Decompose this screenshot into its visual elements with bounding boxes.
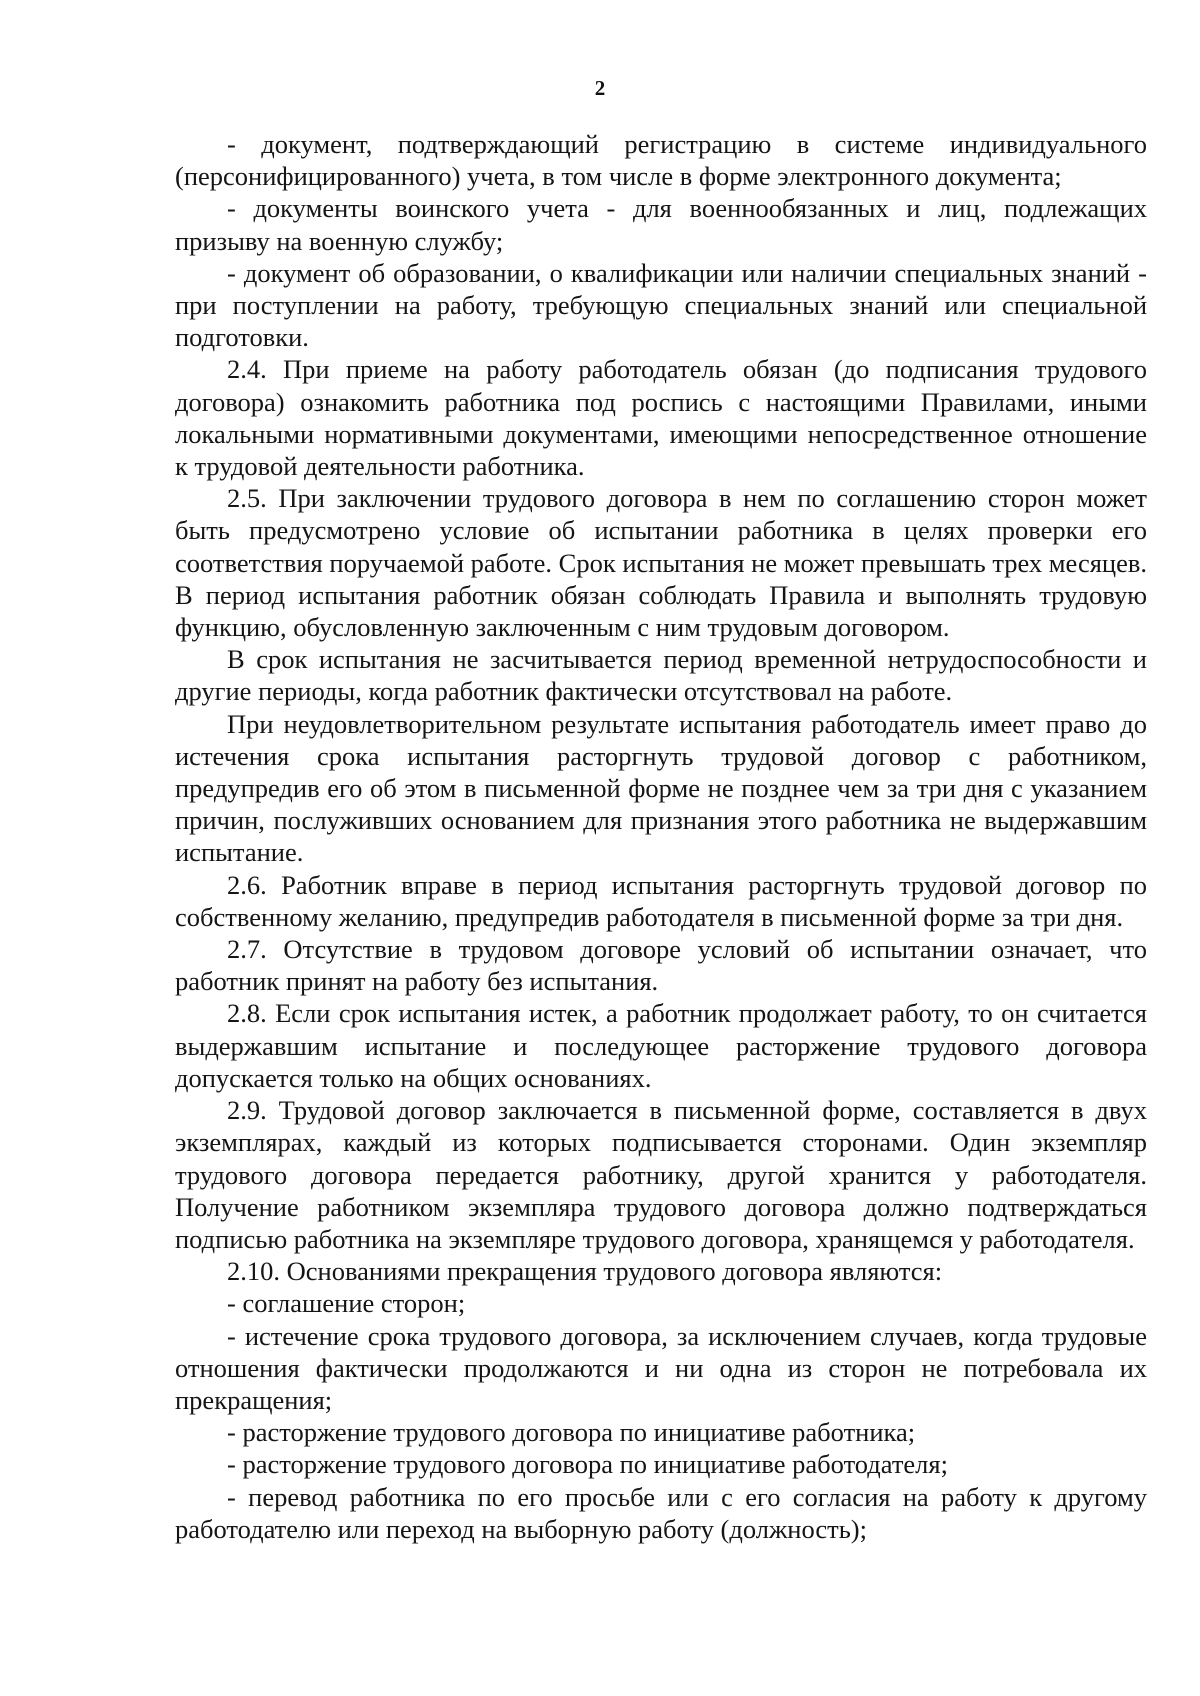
paragraph-2-4: 2.4. При приеме на работу работодатель обязан (до подписания трудового договора) ознакомить работника под роспись с настоящими Правилами, иными локальными нормативными документами, имеющими непосредственное отношение к трудовой деятельности работника. <box>175 354 1147 482</box>
paragraph-unsatisfactory-result: При неудовлетворительном результате испытания работодатель имеет право до истечения срока испытания расторгнуть трудовой договор с работником, предупредив его об этом в письменной форме не позднее чем за три дня с указанием причин, послуживших основанием для признания этого работника не выдержавшим испытание. <box>175 708 1147 868</box>
paragraph-2-5: 2.5. При заключении трудового договора в нем по соглашению сторон может быть предусмотрено условие об испытании работника в целях проверки его соответствия поручаемой работе. Срок испытания не может превышать трех месяцев. В период испытания работник обязан соблюдать Правила и выполнять трудовую функцию, обусловленную заключенным с ним трудовым договором. <box>175 483 1147 643</box>
paragraph-2-10: 2.10. Основаниями прекращения трудового договора являются: <box>227 1256 943 1287</box>
paragraph-2-8: 2.8. Если срок испытания истек, а работник продолжает работу, то он считается выдержавшим испытание и последующее расторжение трудового договора допускается только на общих основаниях. <box>175 998 1147 1093</box>
paragraph-probation-period: В срок испытания не засчитывается период временной нетрудоспособности и другие периоды, когда работник фактически отсутствовал на работе. <box>175 644 1147 707</box>
list-item-employee-initiative: - расторжение трудового договора по инициативе работника; <box>227 1417 916 1448</box>
paragraph-registration-document: - документ, подтверждающий регистрацию в системе индивидуального (персонифицированного) учета, в том числе в форме электронного документа; <box>175 129 1147 192</box>
list-item-employer-initiative: - расторжение трудового договора по инициативе работодателя; <box>227 1449 948 1480</box>
list-item-transfer: - перевод работника по его просьбе или с его согласия на работу к другому работодателю или переход на выборную работу (должность); <box>175 1481 1147 1544</box>
document-body <box>175 128 1147 1545</box>
list-item-agreement: - соглашение сторон; <box>227 1288 466 1319</box>
paragraph-military-documents: - документы воинского учета - для военнообязанных и лиц, подлежащих призыву на военную службу; <box>175 193 1147 256</box>
paragraph-2-6: 2.6. Работник вправе в период испытания расторгнуть трудовой договор по собственному желанию, предупредив работодателя в письменной форме за три дня. <box>175 869 1147 932</box>
paragraph-2-9: 2.9. Трудовой договор заключается в письменной форме, составляется в двух экземплярах, каждый из которых подписывается сторонами. Один экземпляр трудового договора передается работнику, другой хранится у работодателя. Получение работником экземпляра трудового договора должно подтверждаться подписью работника на экземпляре трудового договора, хранящемся у работодателя. <box>175 1095 1147 1254</box>
paragraph-2-7: 2.7. Отсутствие в трудовом договоре условий об испытании означает, что работник принят на работу без испытания. <box>175 934 1147 997</box>
paragraph-education-document: - документ об образовании, о квалификации или наличии специальных знаний - при поступлении на работу, требующую специальных знаний или специальной подготовки. <box>175 257 1147 353</box>
page-number: 2 <box>594 76 606 100</box>
list-item-contract-expiry: - истечение срока трудового договора, за исключением случаев, когда трудовые отношения фактически продолжаются и ни одна из сторон не потребовала их прекращения; <box>175 1320 1147 1415</box>
